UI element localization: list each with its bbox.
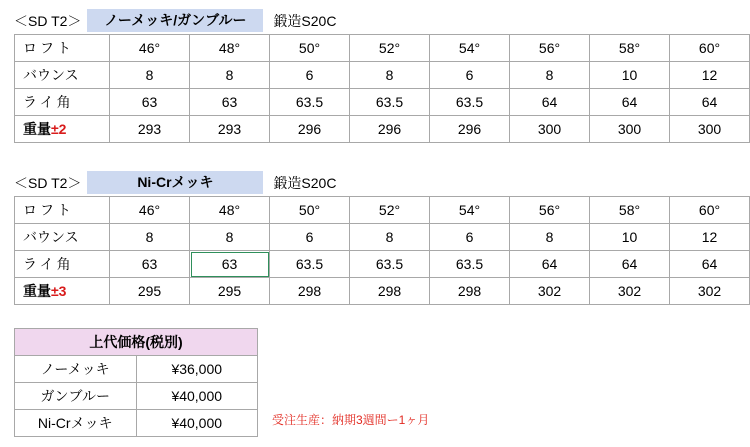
table-row [15,62,750,89]
row-header-weight [15,278,110,305]
cell-bounce-1: 8 [110,62,190,89]
price-row-name-2: ガンブルー [15,383,137,410]
table-row [15,383,258,410]
cell-lie-7: 64 [590,251,670,278]
cell-lie-6: 64 [510,89,590,116]
finish-label: Ni-Crメッキ [87,171,263,194]
cell-bounce-2: 8 [190,224,270,251]
cell-lie-2: 63 [190,89,270,116]
cell-loft-8: 60° [670,197,750,224]
cell-weight-4: 298 [350,278,430,305]
cell-loft-4: 52° [350,197,430,224]
cell-bounce-5: 6 [430,62,510,89]
cell-lie-7: 64 [590,89,670,116]
row-header-weight-text: 重量 [23,283,51,299]
cell-loft-1: 46° [110,197,190,224]
cell-bounce-2: 8 [190,62,270,89]
cell-loft-2: 48° [190,35,270,62]
cell-loft-5: 54° [430,35,510,62]
cell-lie-5: 63.5 [430,89,510,116]
cell-bounce-4: 8 [350,224,430,251]
cell-weight-8: 300 [670,116,750,143]
finish-label: ノーメッキ/ガンブルー [87,9,263,32]
cell-loft-3: 50° [270,197,350,224]
spec-table [14,34,750,143]
cell-lie-3: 63.5 [270,89,350,116]
cell-bounce-3: 6 [270,62,350,89]
table-row [15,410,258,437]
cell-weight-3: 298 [270,278,350,305]
cell-weight-7: 302 [590,278,670,305]
cell-weight-2: 293 [190,116,270,143]
table-row [15,329,258,356]
model-label: ＜SD T2＞ [14,175,82,191]
row-header-bounce: バウンス [15,224,110,251]
cell-bounce-6: 8 [510,224,590,251]
table-row [15,251,750,278]
cell-bounce-6: 8 [510,62,590,89]
cell-lie-2[interactable]: 63 [190,251,270,278]
row-header-lie: ライ角 [15,251,110,278]
cell-weight-1: 295 [110,278,190,305]
price-table [14,328,258,437]
cell-weight-8: 302 [670,278,750,305]
cell-bounce-8: 12 [670,62,750,89]
cell-loft-2: 48° [190,197,270,224]
cell-loft-5: 54° [430,197,510,224]
price-table-title: 上代価格(税別) [15,329,258,356]
price-row-name-3: Ni-Crメッキ [15,410,137,437]
row-header-weight-text: 重量 [23,121,51,137]
table-row [15,356,258,383]
price-block [14,328,258,437]
spec-header [14,170,750,194]
cell-bounce-1: 8 [110,224,190,251]
cell-bounce-3: 6 [270,224,350,251]
cell-lie-3: 63.5 [270,251,350,278]
material-label: 鍛造S20C [273,175,337,191]
cell-weight-5: 298 [430,278,510,305]
row-header-loft: ロフト [15,35,110,62]
price-row-value-3: ¥40,000 [136,410,258,437]
weight-tolerance: ±2 [51,121,67,137]
cell-loft-7: 58° [590,35,670,62]
price-row-value-2: ¥40,000 [136,383,258,410]
price-row-value-1: ¥36,000 [136,356,258,383]
row-header-bounce: バウンス [15,62,110,89]
table-row [15,278,750,305]
cell-loft-8: 60° [670,35,750,62]
cell-weight-2: 295 [190,278,270,305]
cell-weight-5: 296 [430,116,510,143]
table-row [15,89,750,116]
cell-weight-6: 302 [510,278,590,305]
row-header-loft: ロフト [15,197,110,224]
cell-lie-1: 63 [110,251,190,278]
cell-loft-7: 58° [590,197,670,224]
cell-bounce-4: 8 [350,62,430,89]
table-row [15,116,750,143]
cell-bounce-5: 6 [430,224,510,251]
model-label: ＜SD T2＞ [14,13,82,29]
cell-lie-1: 63 [110,89,190,116]
cell-loft-4: 52° [350,35,430,62]
cell-bounce-7: 10 [590,224,670,251]
cell-lie-4: 63.5 [350,251,430,278]
cell-weight-7: 300 [590,116,670,143]
order-note: 受注生産：納期3週間ー1ヶ月 [272,413,430,427]
cell-loft-6: 56° [510,35,590,62]
cell-loft-3: 50° [270,35,350,62]
row-header-lie: ライ角 [15,89,110,116]
weight-tolerance: ±3 [51,283,67,299]
cell-weight-3: 296 [270,116,350,143]
spec-block-ni-cr [14,170,750,305]
cell-loft-1: 46° [110,35,190,62]
table-row [15,224,750,251]
table-row [15,35,750,62]
price-row-name-1: ノーメッキ [15,356,137,383]
cell-weight-6: 300 [510,116,590,143]
spec-table [14,196,750,305]
cell-weight-4: 296 [350,116,430,143]
material-label: 鍛造S20C [273,13,337,29]
cell-lie-8: 64 [670,89,750,116]
spec-header [14,8,750,32]
cell-weight-1: 293 [110,116,190,143]
cell-lie-4: 63.5 [350,89,430,116]
cell-bounce-7: 10 [590,62,670,89]
cell-lie-5: 63.5 [430,251,510,278]
cell-bounce-8: 12 [670,224,750,251]
table-row [15,197,750,224]
cell-loft-6: 56° [510,197,590,224]
cell-lie-6: 64 [510,251,590,278]
row-header-weight [15,116,110,143]
spec-block-no-plating [14,8,750,143]
cell-lie-8: 64 [670,251,750,278]
